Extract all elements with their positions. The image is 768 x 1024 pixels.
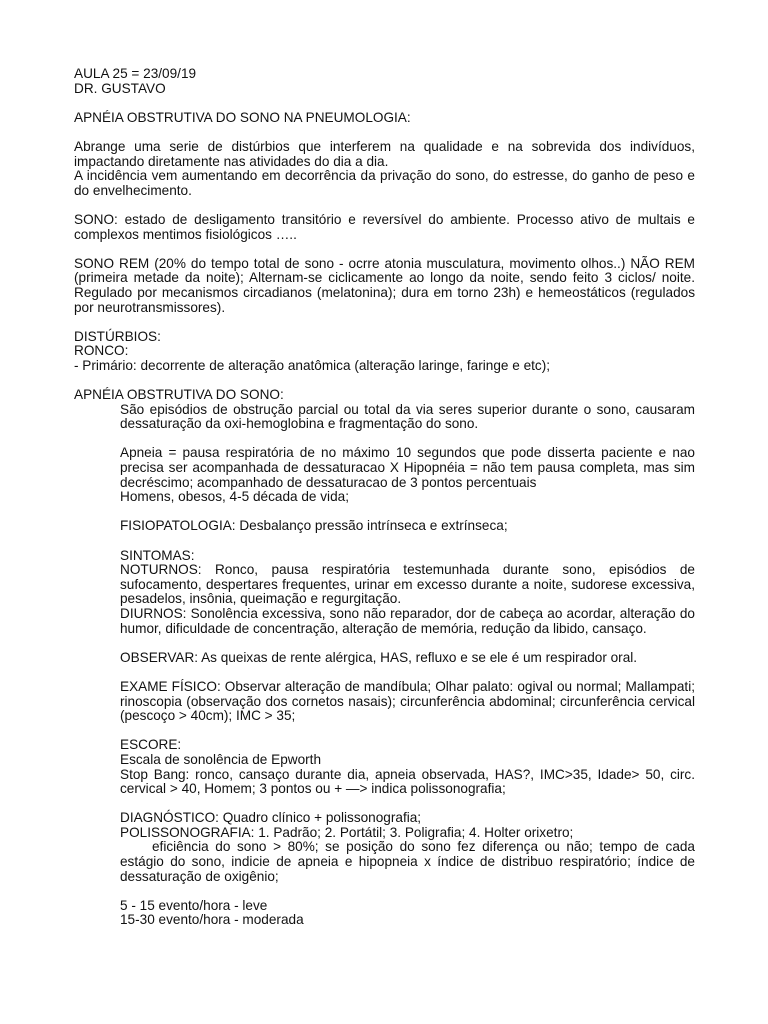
polissonografia-details: eficiência do sono > 80%; se posição do sono fez diferença ou não; tempo de cada estágio do sono, indicie de apneia e hipopneia x índice de distribuo respiratório; índice de dessaturação de oxigênio; (120, 839, 695, 884)
doctor-name: DR. GUSTAVO (74, 80, 166, 96)
severity-leve: 5 - 15 evento/hora - leve (120, 897, 268, 913)
observar: OBSERVAR: As queixas de rente alérgica, HAS, refluxo e se ele é um respirador oral. (120, 649, 638, 665)
escala-epworth: Escala de sonolência de Epworth (120, 751, 322, 767)
risk-group: Homens, obesos, 4-5 década de vida; (120, 489, 349, 505)
sintomas-heading: SINTOMAS: (120, 547, 195, 563)
class-date: AULA 25 = 23/09/19 (74, 66, 197, 81)
sintomas-noturnos: NOTURNOS: Ronco, pausa respiratória testemunhada durante sono, episódios de sufocamento, despertares frequentes, urinar em excesso durante a noite, sudorese excessiva, pesadelos, insônia, queimação e regurgitação. (120, 562, 695, 607)
stop-bang: Stop Bang: ronco, cansaço durante dia, apneia observada, HAS?, IMC>35, Idade> 50, circ. cervical > 40, Homem; 3 pontos ou + —> indica polissonografia; (120, 766, 695, 797)
exame-fisico: EXAME FÍSICO: Observar alteração de mandíbula; Olhar palato: ogival ou normal; Mallampati; rinoscopia (observação dos cornetos nasais); circunferência abdominal; circunferência cervical (pescoço > 40cm); IMC > 35; (120, 678, 695, 724)
apneia-hipopneia-definition: Apneia = pausa respiratória de no máximo 10 segundos que pode disserta paciente e nao precisa ser acompanhada de dessaturacao X Hipopnéia = não tem pausa completa, mas sim decréscimo; acompanhado de dessaturacao de 3 pontos percentuais (120, 445, 695, 490)
sono-definition: SONO: estado de desligamento transitório e reversível do ambiente. Processo ativo de multais e complexos mentimos fisiológicos ….. (74, 211, 695, 242)
ronco-heading: RONCO: (74, 343, 129, 359)
fisiopatologia: FISIOPATOLOGIA: Desbalanço pressão intrínseca e extrínseca; (120, 518, 508, 534)
severity-moderada: 15-30 evento/hora - moderada (120, 912, 304, 928)
primario-item: - Primário: decorrente de alteração anatômica (alteração laringe, faringe e etc); (74, 357, 551, 373)
disturbios-heading: DISTÚRBIOS: (74, 328, 161, 344)
polissonografia-types: POLISSONOGRAFIA: 1. Padrão; 2. Portátil; 3. Poligrafia; 4. Holter orixetro; (120, 824, 574, 840)
escore-heading: ESCORE: (120, 737, 182, 753)
diagnostico: DIAGNÓSTICO: Quadro clínico + polissonografia; (120, 810, 422, 826)
document-title: APNÉIA OBSTRUTIVA DO SONO NA PNEUMOLOGIA: (74, 109, 411, 125)
apneia-heading: APNÉIA OBSTRUTIVA DO SONO: (74, 387, 284, 403)
intro-paragraph-2: A incidência vem aumentando em decorrência da privação do sono, do estresse, do ganho de peso e do envelhecimento. (74, 168, 695, 198)
apneia-definition: São episódios de obstrução parcial ou total da via seres superior durante o sono, causaram dessaturação da oxi-hemoglobina e fragmentação do sono. (120, 401, 695, 432)
sono-rem-paragraph: SONO REM (20% do tempo total de sono - ocrre atonia musculatura, movimento olhos..) NÃO REM (primeira metade da noite); Alternam-se ciclicamente ao longo da noite, sendo feito 3 ciclos/ noite. Regulado por mecanismos circadianos (melatonina); dura em torno 23h) e hemeostáticos (regulados por neurotransmissores). (74, 255, 695, 315)
sintomas-diurnos: DIURNOS: Sonolência excessiva, sono não reparador, dor de cabeça ao acordar, alteração do humor, dificuldade de concentração, alteração de memória, redução da libido, cansaço. (120, 605, 695, 636)
intro-paragraph-1: Abrange uma serie de distúrbios que interferem na qualidade e na sobrevida dos indivíduos, impactando diretamente nas atividades do dia a dia. (74, 138, 695, 169)
